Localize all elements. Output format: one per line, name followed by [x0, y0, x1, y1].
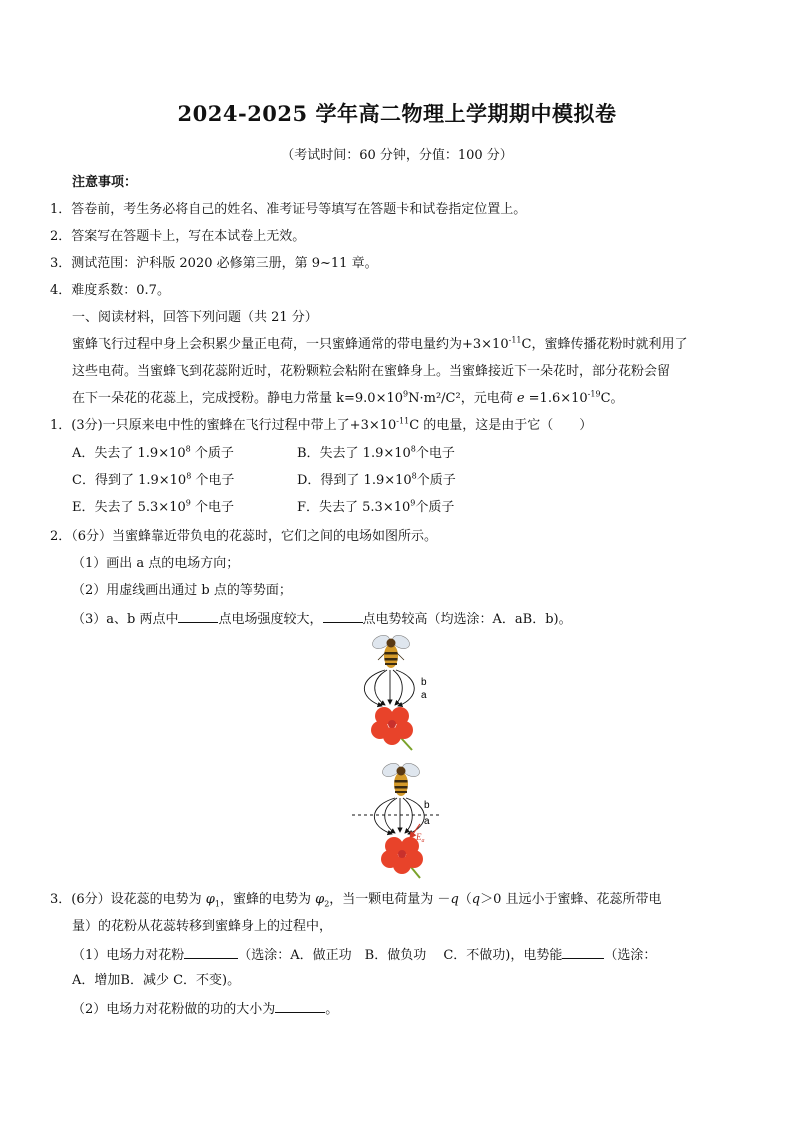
question-3-stem: 3．(6分）设花蕊的电势为 $\varphi_1$，蜜蜂的电势为 $\varphi_2$，当一颗电荷量为 －q（q＞0 且远小于蜜蜂、花蕊所带电 — [50, 892, 662, 909]
notice-item: 1．答卷前，考生务必将自己的姓名、准考证号等填写在答题卡和试卷指定位置上。 — [50, 202, 527, 217]
label-a: a — [424, 816, 430, 827]
answer-blank[interactable] — [562, 945, 604, 959]
option-c[interactable]: C．得到了 $1.9\times 10^8$ 个电子 — [72, 471, 235, 488]
option-d[interactable]: D．得到了 $1.9\times 10^8$个质子 — [297, 471, 456, 488]
page-title: 2024-2025 学年高二物理上学期期中模拟卷 — [177, 101, 617, 126]
question-2-part-2: （2）用虚线画出通过 b 点的等势面； — [72, 583, 292, 598]
bee-flower-field-figure-2 — [340, 760, 450, 882]
notice-item: 2．答案写在答题卡上，写在本试卷上无效。 — [50, 229, 306, 244]
reading-paragraph-line: 这些电荷。当蜜蜂飞到花蕊附近时，花粉颗粒会粘附在蜜蜂身上。当蜜蜂接近下一朵花时，部分花粉会留 — [72, 364, 671, 379]
notice-item: 4．难度系数：0.7。 — [50, 283, 170, 298]
label-a: a — [421, 690, 427, 701]
question-3-part-1: （1）电场力对花粉 （选涂：A．做正功 B．做负功 C．不做功)，电势能 （选涂： — [72, 945, 656, 965]
label-field-vector: $E_a$ — [416, 832, 425, 844]
notice-item: 3．测试范围：沪科版 2020 必修第三册，第 9~11 章。 — [50, 256, 378, 271]
question-3-stem-cont: 量）的花粉从花蕊转移到蜜蜂身上的过程中， — [72, 919, 333, 934]
question-3-part-2: （2）电场力对花粉做的功的大小为 。 — [72, 999, 338, 1019]
bee-flower-field-figure-1 — [340, 632, 450, 754]
notice-heading: 注意事项： — [72, 175, 138, 190]
label-b: b — [421, 677, 427, 688]
exam-info: （考试时间：60 分钟，分值：100 分） — [281, 148, 513, 163]
option-f[interactable]: F．失去了 $5.3\times 10^9$个质子 — [297, 498, 455, 515]
question-2-part-1: （1）画出 a 点的电场方向； — [72, 556, 240, 571]
flower-icon — [371, 707, 413, 750]
question-2-part-3: （3）a、b 两点中 点电场强度较大， 点电势较高（均选涂：A．aB．b)。 — [72, 609, 572, 629]
answer-blank[interactable] — [275, 999, 325, 1013]
section-heading: 一、阅读材料，回答下列问题（共 21 分） — [72, 310, 318, 325]
answer-blank[interactable] — [323, 609, 363, 623]
question-1-stem: 1．(3分)一只原来电中性的蜜蜂在飞行过程中带上了$+3\times 10^{-11}C$ 的电量，这是由于它（ ） — [50, 416, 593, 433]
question-2-stem: 2．（6分）当蜜蜂靠近带负电的花蕊时，它们之间的电场如图所示。 — [50, 529, 438, 544]
field-lines — [364, 670, 414, 706]
reading-paragraph-line: 在下一朵花的花蕊上，完成授粉。静电力常量 $k=9.0\times 10^9N\cdot m^2/C^2$，元电荷 $e =1.6\times 10^{-19}C$。 — [72, 389, 624, 406]
answer-blank[interactable] — [178, 609, 218, 623]
answer-blank[interactable] — [184, 945, 238, 959]
reading-paragraph-line: 蜜蜂飞行过程中身上会积累少量正电荷，一只蜜蜂通常的带电量约为$+3\times 10^{-11}C$，蜜蜂传播花粉时就利用了 — [72, 335, 688, 352]
option-a[interactable]: A．失去了 $1.9\times 10^8$ 个质子 — [72, 444, 234, 461]
flower-icon — [381, 837, 423, 878]
question-3-part-1-cont: A．增加B．减少 C．不变)。 — [72, 973, 241, 988]
bee-icon — [380, 761, 421, 796]
option-b[interactable]: B．失去了 $1.9\times 10^8$个电子 — [297, 444, 455, 461]
label-b: b — [424, 800, 430, 811]
bee-icon — [370, 633, 411, 668]
option-e[interactable]: E．失去了 $5.3\times 10^9$ 个电子 — [72, 498, 234, 515]
